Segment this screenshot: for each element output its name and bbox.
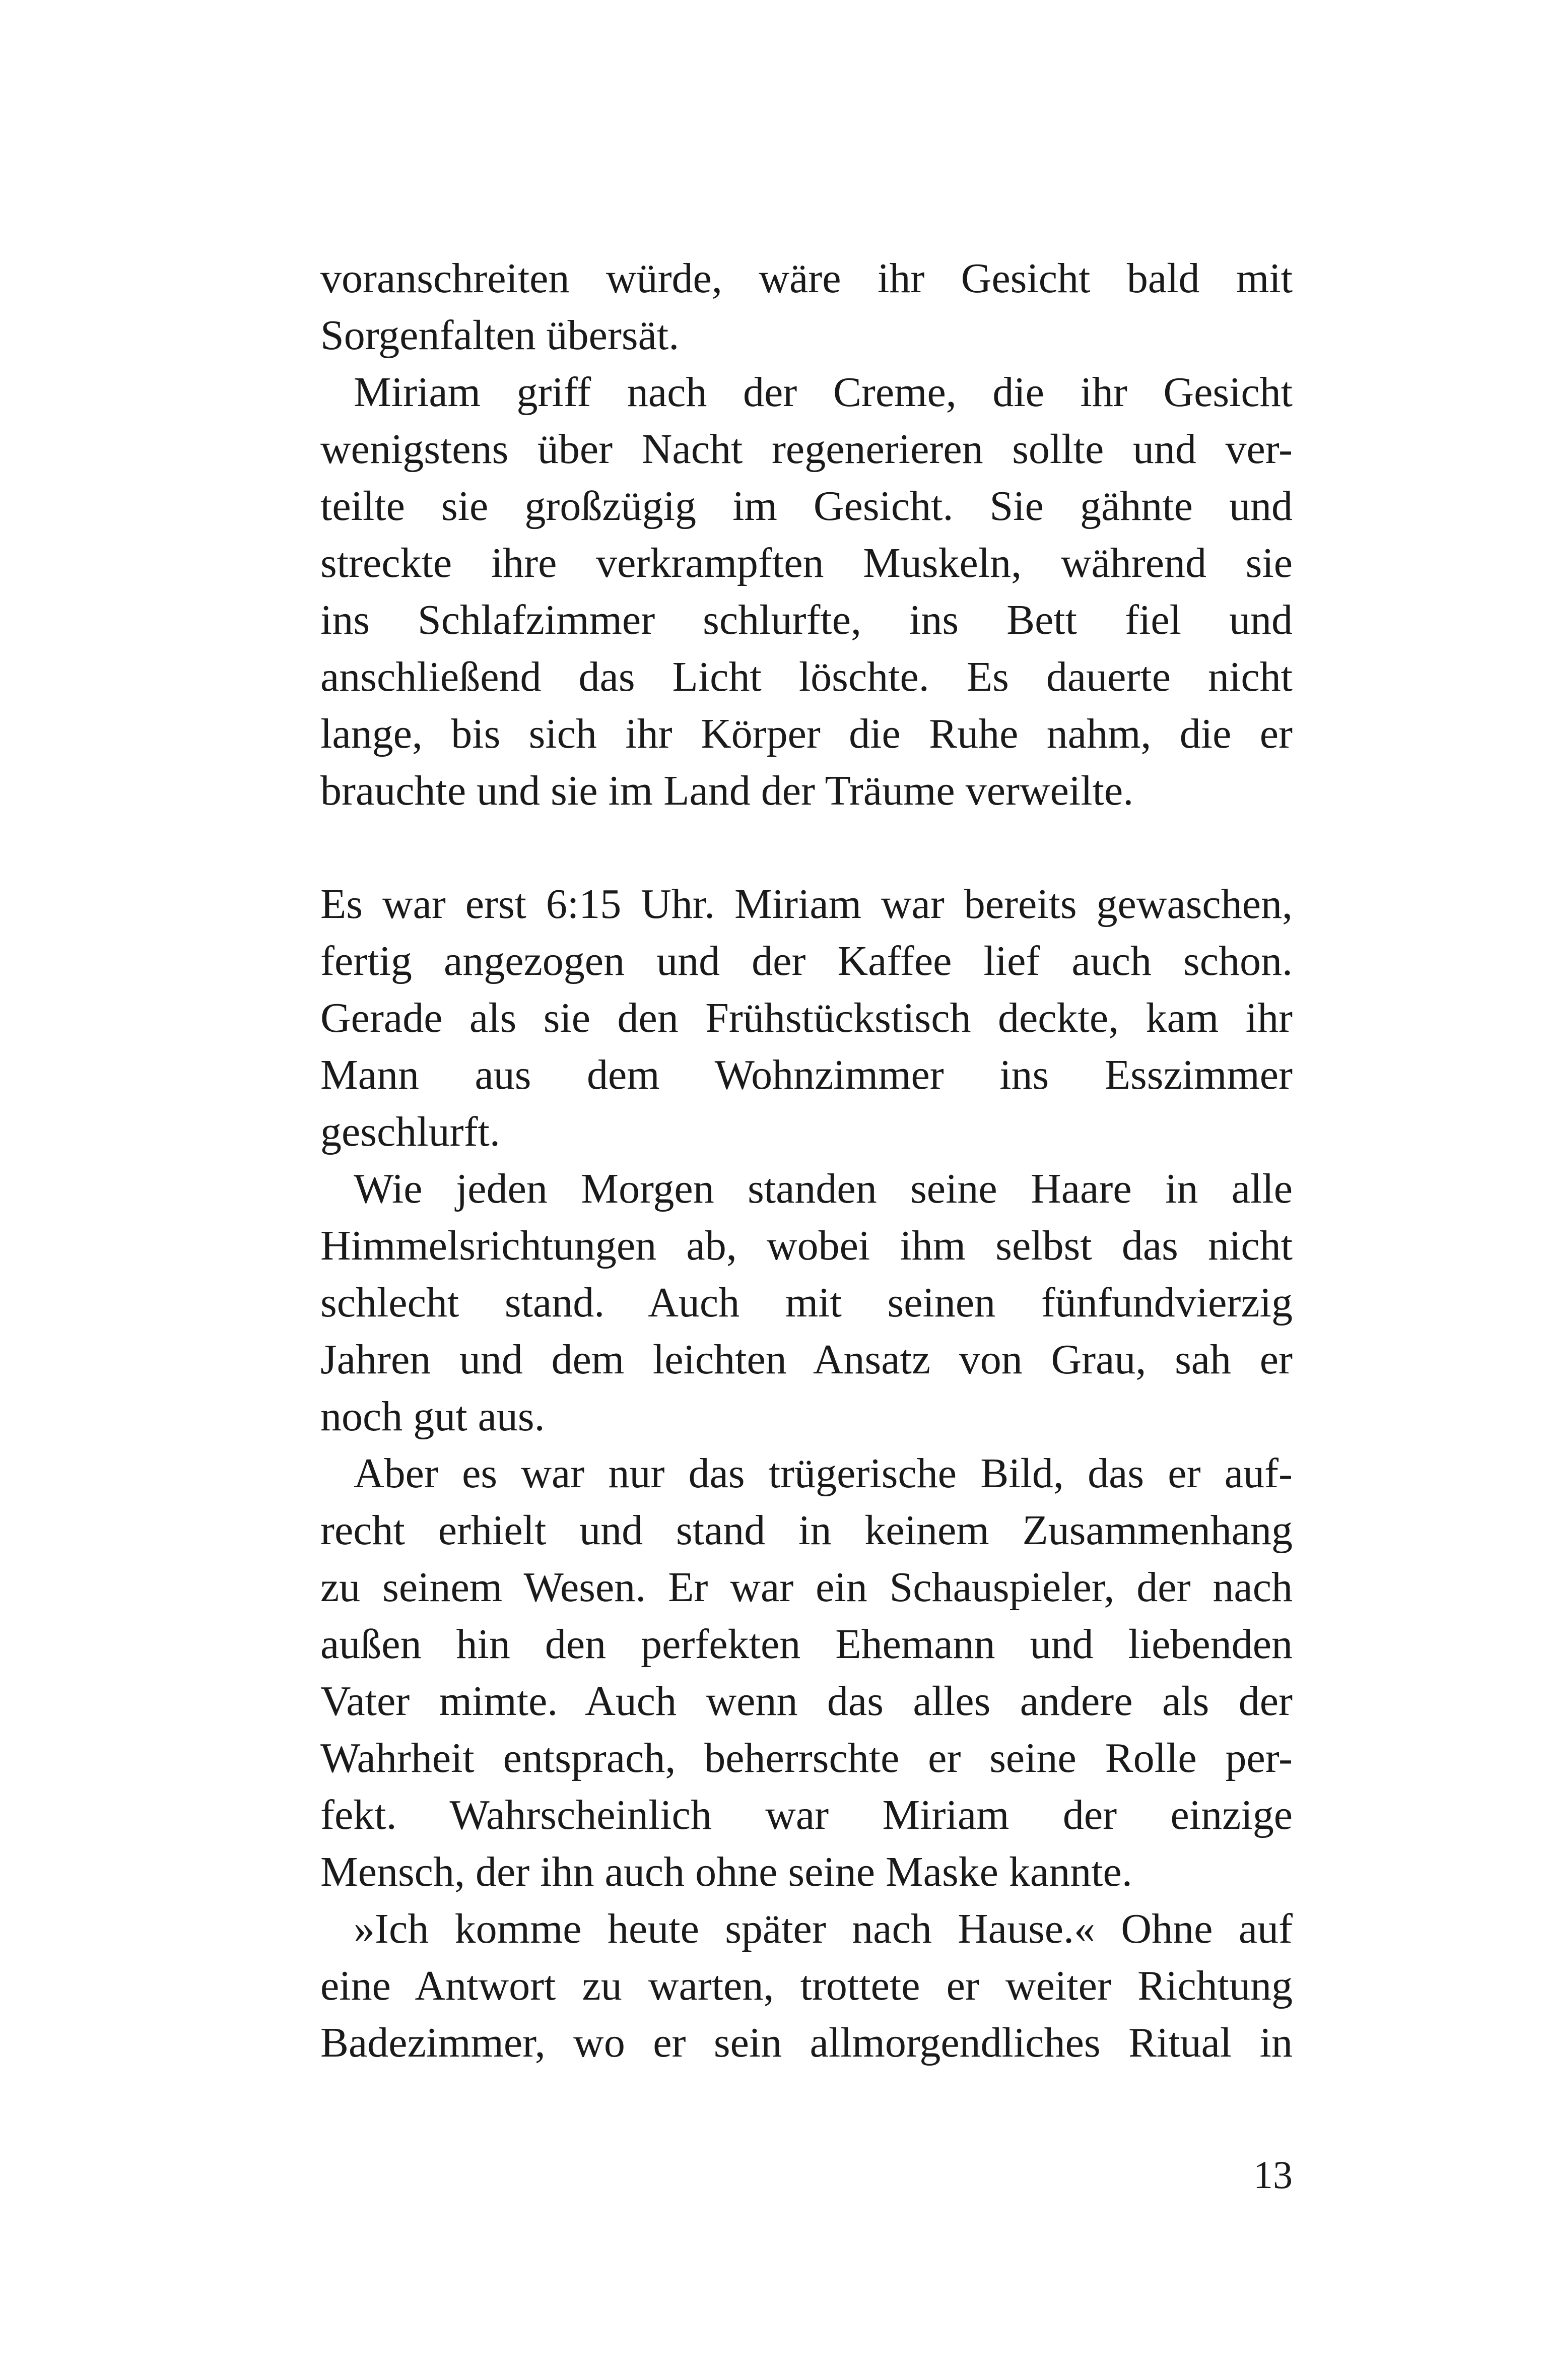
text-line: Himmelsrichtungen ab, wobei ihm selbst das nicht — [320, 1222, 1293, 1269]
text-line: voranschreiten würde, wäre ihr Gesicht bald mit — [320, 255, 1293, 302]
section-2 — [320, 876, 1293, 2071]
text-line: eine Antwort zu warten, trottete er weiter Richtung — [320, 1962, 1293, 2009]
text-line: anschließend das Licht löschte. Es dauerte nicht — [320, 653, 1293, 700]
text-line: Gerade als sie den Frühstückstisch deckte, kam ihr — [320, 995, 1293, 1041]
text-line: noch gut aus. — [320, 1393, 545, 1440]
text-line: teilte sie großzügig im Gesicht. Sie gähnte und — [320, 483, 1293, 530]
text-line: Aber es war nur das trügerische Bild, das er auf- — [354, 1450, 1293, 1497]
text-line: ins Schlafzimmer schlurfte, ins Bett fiel und — [320, 597, 1293, 643]
text-line: Mensch, der ihn auch ohne seine Maske kannte. — [320, 1848, 1132, 1895]
text-line: Mann aus dem Wohnzimmer ins Esszimmer — [320, 1051, 1293, 1098]
text-line: Es war erst 6:15 Uhr. Miriam war bereits gewaschen, — [320, 881, 1293, 928]
text-line: streckte ihre verkrampften Muskeln, während sie — [320, 540, 1293, 586]
text-line: Jahren und dem leichten Ansatz von Grau, sah er — [320, 1336, 1293, 1383]
text-line: brauchte und sie im Land der Träume verweilte. — [320, 767, 1134, 814]
text-line: Vater mimte. Auch wenn das alles andere als der — [320, 1678, 1293, 1725]
text-line: Miriam griff nach der Creme, die ihr Gesicht — [354, 369, 1293, 416]
text-line: fertig angezogen und der Kaffee lief auch schon. — [320, 938, 1293, 984]
text-line: zu seinem Wesen. Er war ein Schauspieler, der nach — [320, 1564, 1293, 1611]
text-line: Wahrheit entsprach, beherrschte er seine Rolle per- — [320, 1735, 1293, 1781]
text-line: Sorgenfalten übersät. — [320, 312, 680, 359]
text-line: geschlurft. — [320, 1108, 500, 1155]
text-line: schlecht stand. Auch mit seinen fünfundvierzig — [320, 1279, 1293, 1326]
text-line: fekt. Wahrscheinlich war Miriam der einzige — [320, 1792, 1293, 1838]
text-line: außen hin den perfekten Ehemann und liebenden — [320, 1621, 1293, 1668]
text-line: wenigstens über Nacht regenerieren sollte und ver- — [320, 426, 1293, 473]
text-line: lange, bis sich ihr Körper die Ruhe nahm, die er — [320, 710, 1293, 757]
text-line: Badezimmer, wo er sein allmorgendliches Ritual in — [320, 2019, 1293, 2066]
section-1 — [320, 250, 1293, 819]
text-line: recht erhielt und stand in keinem Zusammenhang — [320, 1507, 1293, 1554]
text-line: »Ich komme heute später nach Hause.« Ohne auf — [354, 1905, 1293, 1952]
page-number: 13 — [1253, 2153, 1293, 2197]
text-line: Wie jeden Morgen standen seine Haare in alle — [354, 1165, 1293, 1212]
